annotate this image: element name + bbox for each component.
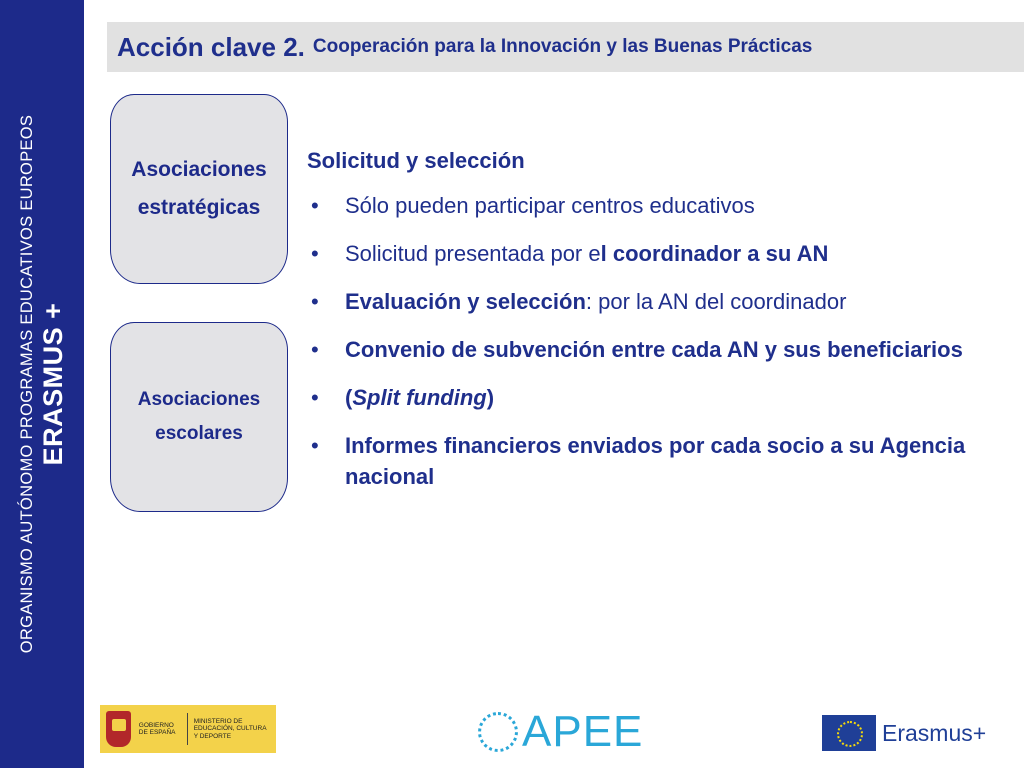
bullet-text: Sólo pueden participar centros educativos: [345, 193, 755, 218]
organization-name: ORGANISMO AUTÓNOMO PROGRAMAS EDUCATIVOS EUROPEOS: [18, 114, 36, 654]
list-item: [307, 334, 1007, 365]
apee-ring-icon: [478, 712, 518, 752]
eu-flag-icon: [822, 715, 876, 751]
page-subtitle: Cooperación para la Innovación y las Buenas Prácticas: [312, 36, 813, 57]
bullet-text: Solicitud presentada por e: [345, 241, 601, 266]
bullet-list: [307, 190, 1007, 492]
apee-text: APEE: [522, 707, 644, 756]
paren-close: ): [486, 385, 495, 410]
category-label: Asociaciones escolares: [137, 389, 261, 444]
list-item: [307, 382, 1007, 413]
list-item: [307, 430, 1007, 492]
category-label: Asociaciones estratégicas: [131, 158, 267, 219]
page-title: Acción clave 2.: [117, 31, 305, 62]
program-name: ERASMUS +: [38, 302, 68, 466]
coat-of-arms-icon: [106, 711, 131, 747]
side-text: [0, 0, 84, 768]
bullet-text-bold: Informes financieros enviados por cada socio a su Agencia nacional: [345, 433, 966, 489]
category-box-school: [110, 322, 288, 512]
list-item: [307, 286, 1007, 317]
paren-open: (: [345, 385, 353, 410]
bullet-text-bold: Convenio de subvención entre cada AN y sus beneficiarios: [345, 337, 963, 362]
bullet-text-bold: l coordinador a su AN: [600, 241, 829, 266]
title-bar: [107, 22, 1024, 72]
bullet-text-bold: Evaluación y selección: [345, 289, 586, 314]
government-logo: [100, 705, 276, 753]
list-item: [307, 238, 1007, 269]
erasmus-text: Erasmus+: [882, 719, 987, 746]
content-heading: Solicitud y selección: [307, 148, 525, 173]
category-box-strategic: [110, 94, 288, 284]
bullet-text: : por la AN del coordinador: [585, 289, 847, 314]
ministry-text: MINISTERIO DE EDUCACIÓN, CULTURA Y DEPORTE: [193, 717, 267, 740]
bullet-text-italic: Split funding: [352, 385, 487, 410]
bullet-text-bold: [345, 385, 494, 410]
erasmus-logo: [822, 712, 1012, 754]
content-area: [307, 148, 1007, 509]
logo-divider: [187, 713, 188, 745]
list-item: [307, 190, 1007, 221]
government-text: GOBIERNO DE ESPAÑA: [138, 721, 176, 736]
side-band: [0, 0, 84, 768]
apee-logo: [478, 706, 658, 758]
